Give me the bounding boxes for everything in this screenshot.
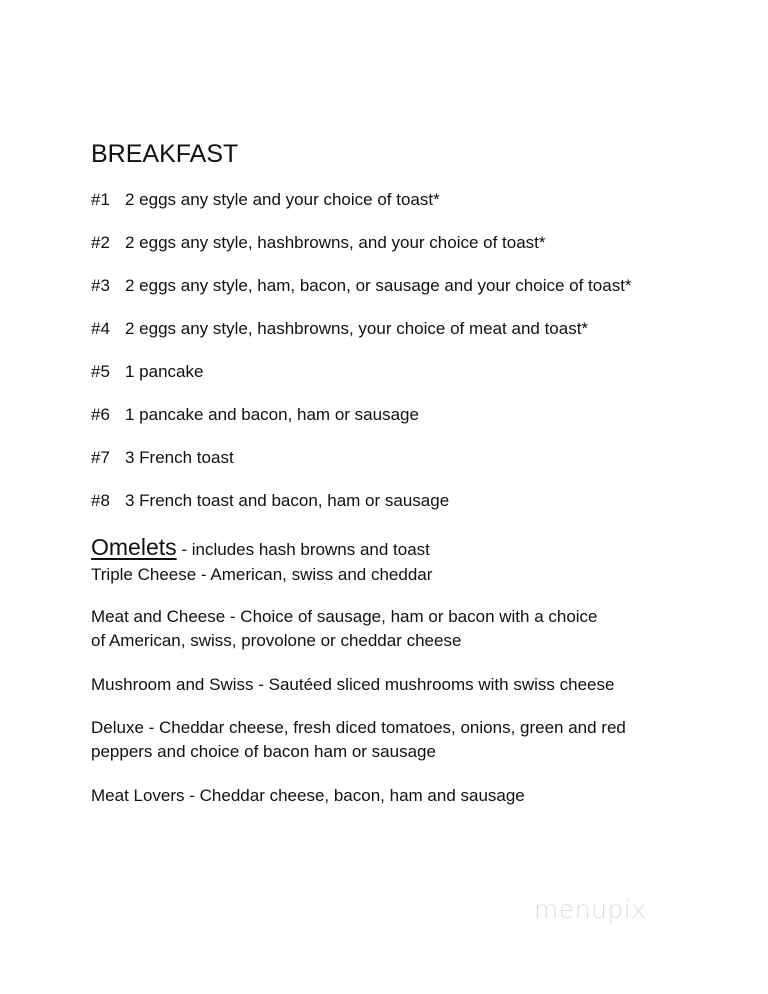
breakfast-heading: BREAKFAST: [91, 140, 239, 168]
item-text: 2 eggs any style, hashbrowns, and your choice of toast*: [125, 233, 546, 252]
breakfast-item-4: [91, 317, 588, 341]
omelet-deluxe: [91, 716, 691, 764]
omelet-line: Deluxe - Cheddar cheese, fresh diced tomatoes, onions, green and red: [91, 718, 626, 737]
omelets-heading: [91, 533, 430, 565]
item-number: #6: [91, 405, 110, 424]
omelet-line: Meat Lovers - Cheddar cheese, bacon, ham and sausage: [91, 786, 525, 805]
item-text: 1 pancake: [125, 362, 204, 381]
omelet-meat-lovers: [91, 784, 691, 808]
item-number: #8: [91, 491, 110, 510]
omelet-meat-and-cheese: [91, 605, 691, 653]
omelets-title: Omelets: [91, 534, 177, 560]
omelets-subtitle: - includes hash browns and toast: [176, 540, 430, 559]
omelet-line: peppers and choice of bacon ham or sausage: [91, 742, 436, 761]
item-text: 3 French toast: [125, 448, 234, 467]
omelet-mushroom-and-swiss: [91, 673, 691, 697]
omelet-line: Triple Cheese - American, swiss and cheddar: [91, 565, 433, 584]
item-text: 3 French toast and bacon, ham or sausage: [125, 491, 450, 510]
item-number: #1: [91, 190, 110, 209]
item-text: 1 pancake and bacon, ham or sausage: [125, 405, 419, 424]
breakfast-item-1: [91, 188, 440, 212]
item-number: #5: [91, 362, 110, 381]
breakfast-item-5: [91, 360, 203, 384]
item-number: #7: [91, 448, 110, 467]
item-number: #4: [91, 319, 110, 338]
item-text: 2 eggs any style, hashbrowns, your choice of meat and toast*: [125, 319, 589, 338]
omelet-triple-cheese: [91, 563, 691, 587]
omelet-line: Meat and Cheese - Choice of sausage, ham or bacon with a choice: [91, 607, 598, 626]
item-text: 2 eggs any style and your choice of toast*: [125, 190, 440, 209]
item-text: 2 eggs any style, ham, bacon, or sausage and your choice of toast*: [125, 276, 632, 295]
breakfast-item-7: [91, 446, 234, 470]
omelet-line: of American, swiss, provolone or cheddar cheese: [91, 631, 462, 650]
breakfast-item-8: [91, 489, 449, 513]
breakfast-item-6: [91, 403, 419, 427]
omelet-line: Mushroom and Swiss - Sautéed sliced mushrooms with swiss cheese: [91, 675, 615, 694]
item-number: #3: [91, 276, 110, 295]
item-number: #2: [91, 233, 110, 252]
breakfast-item-3: [91, 274, 632, 298]
breakfast-item-2: [91, 231, 546, 255]
menupix-watermark: menupix: [534, 895, 647, 924]
